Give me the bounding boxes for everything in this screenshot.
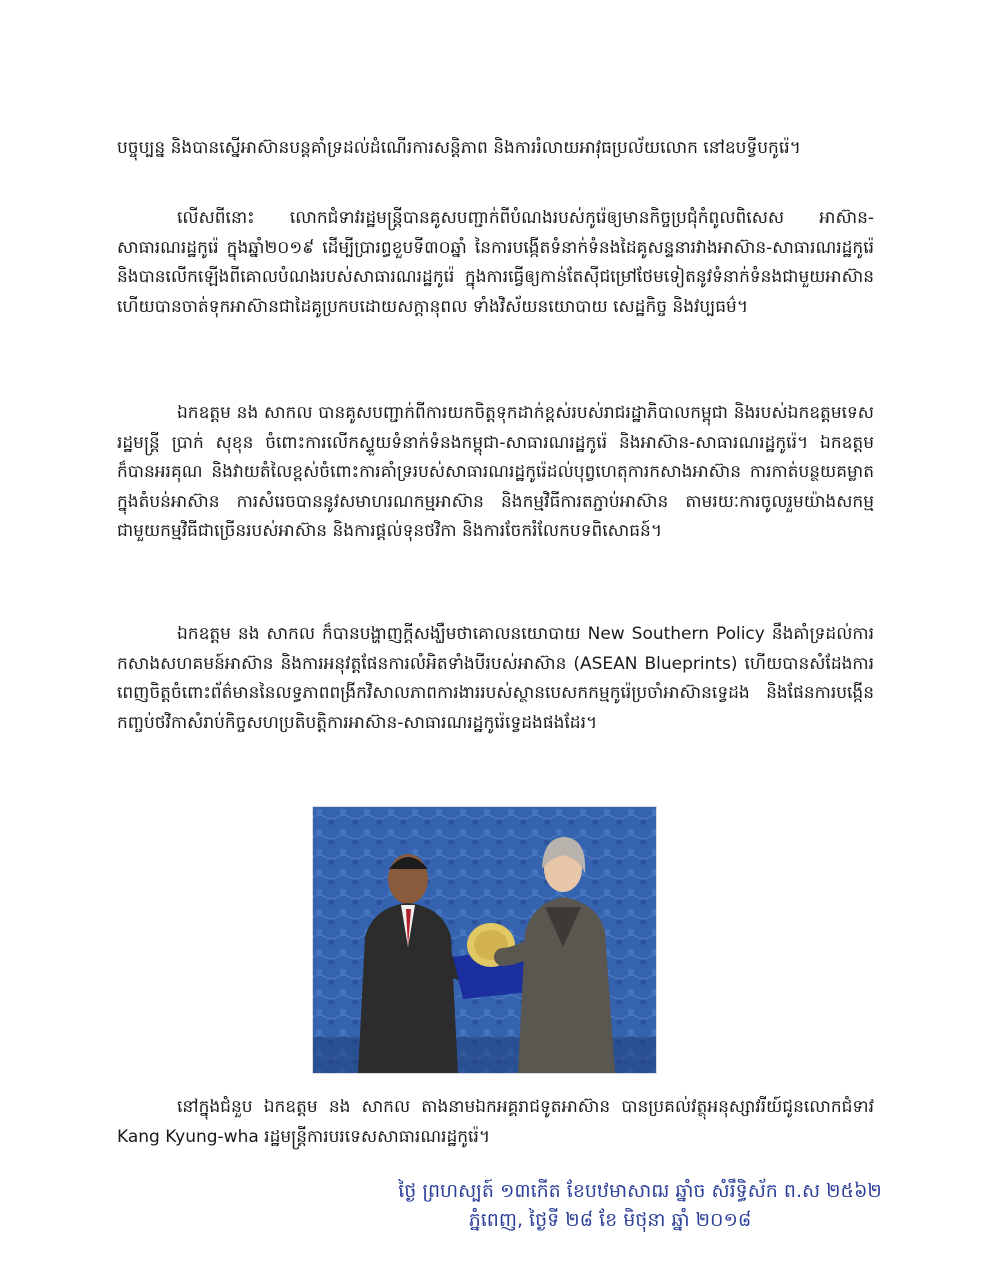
paragraph-intro-continuation: បច្ចុប្បន្ន និងបានស្នើអាស៊ានបន្តគាំទ្រដល់ដំណើរការសន្តិភាព និងការរំលាយអាវុធប្រល័យលោក នៅឧបទ្វីបកូរ៉េ។ [117,138,801,158]
footer-lunar-date: ថ្ងៃ ព្រហស្បត៍ ១៣កើត ខែបឋមាសាឍ ឆ្នាំច សំរឹទ្ធិស័ក ព.ស ២៥៦២ [398,1180,882,1202]
meeting-photo [312,806,657,1074]
photo-caption: នៅក្នុងជំនួប ឯកឧត្តម នង សាកល តាងនាមឯកអគ្គរាជទូតអាស៊ាន បានប្រគល់វត្ថុអនុស្សាវរីយ៍ជូនលោកជំទាវ Kang Kyung-wha រដ្ឋមន្ត្រីការបរទេសសាធារណរដ្ឋកូរ៉េ។ [117,1097,874,1147]
paragraph-cambodia-appreciation: ឯកឧត្តម នង សាកល បានគូសបញ្ជាក់ពីការយកចិត្តទុកដាក់ខ្ពស់របស់រាជរដ្ឋាភិបាលកម្ពុជា និងរបស់ឯកឧត្តមទេសរដ្ឋមន្ត្រី ប្រាក់ សុខុន ចំពោះការលើកស្ទួយទំនាក់ទំនងកម្ពុជា-សាធារណរដ្ឋកូរ៉េ និងអាស៊ាន-សាធារណរដ្ឋកូរ៉េ។ ឯកឧត្តមក៏បានអរគុណ និងវាយតំលៃខ្ពស់ចំពោះការគាំទ្ររបស់សាធារណរដ្ឋកូរ៉េដល់បុព្វហេតុការកសាងអាស៊ាន ការកាត់បន្ថយគម្លាតក្នុងតំបន់អាស៊ាន ការសំរេចបាននូវសមាហរណកម្មអាស៊ាន និងកម្មវិធីការតភ្ជាប់អាស៊ាន តាមរយៈការចូលរួមយ៉ាងសកម្មជាមួយកម្មវិធីជាច្រើនរបស់អាស៊ាន និងការផ្តល់ទុនថវិកា និងការចែករំលែកបទពិសោធន៍។ [117,403,874,541]
paragraph-minister-statement: លើសពីនោះ លោកជំទាវរដ្ឋមន្ត្រីបានគូសបញ្ជាក់ពីបំណងរបស់កូរ៉េឲ្យមានកិច្ចប្រជុំកំពូលពិសេស អាស៊ាន-សាធារណរដ្ឋកូរ៉េ ក្នុងឆ្នាំ២០១៩ ដើម្បីប្រារព្ធខួបទី៣០ឆ្នាំ នៃការបង្កើតទំនាក់ទំនងដៃគូសន្ទនារវាងអាស៊ាន-សាធារណរដ្ឋកូរ៉េ និងបានលើកឡើងពីគោលបំណងរបស់សាធារណរដ្ឋកូរ៉េ ក្នុងការធ្វើឲ្យកាន់តែស៊ីជម្រៅថែមទៀតនូវទំនាក់ទំនងជាមួយអាស៊ាន ហើយបានចាត់ទុកអាស៊ានជាដៃគូប្រកបដោយសក្តានុពល ទាំងវិស័យនយោបាយ សេដ្ឋកិច្ច និងវប្បធម៌។ [117,208,874,317]
paragraph-new-southern-policy: ឯកឧត្តម នង សាកល ក៏បានបង្ហាញក្តីសង្ឃឹមថាគោលនយោបាយ New Southern Policy នឹងគាំទ្រដល់ការកសាងសហគមន៍អាស៊ាន និងការអនុវត្តផែនការលំអិតទាំងបីរបស់អាស៊ាន (ASEAN Blueprints) ហើយបានសំដែងការពេញចិត្តចំពោះព័ត៌មាននៃលទ្ធភាពពង្រីកវិសាលភាពការងាររបស់ស្ថានបេសកកម្មកូរ៉េប្រចាំអាស៊ានទ្វេដង និងផែនការបង្កើនកញ្ចប់ថវិកាសំរាប់កិច្ចសហប្រតិបត្តិការអាស៊ាន-សាធារណរដ្ឋកូរ៉េទ្វេដងផងដែរ។ [117,624,874,733]
footer-place-date: ភ្នំពេញ, ថ្ងៃទី ២៨ ខែ មិថុនា ឆ្នាំ ២០១៨ [468,1209,752,1231]
